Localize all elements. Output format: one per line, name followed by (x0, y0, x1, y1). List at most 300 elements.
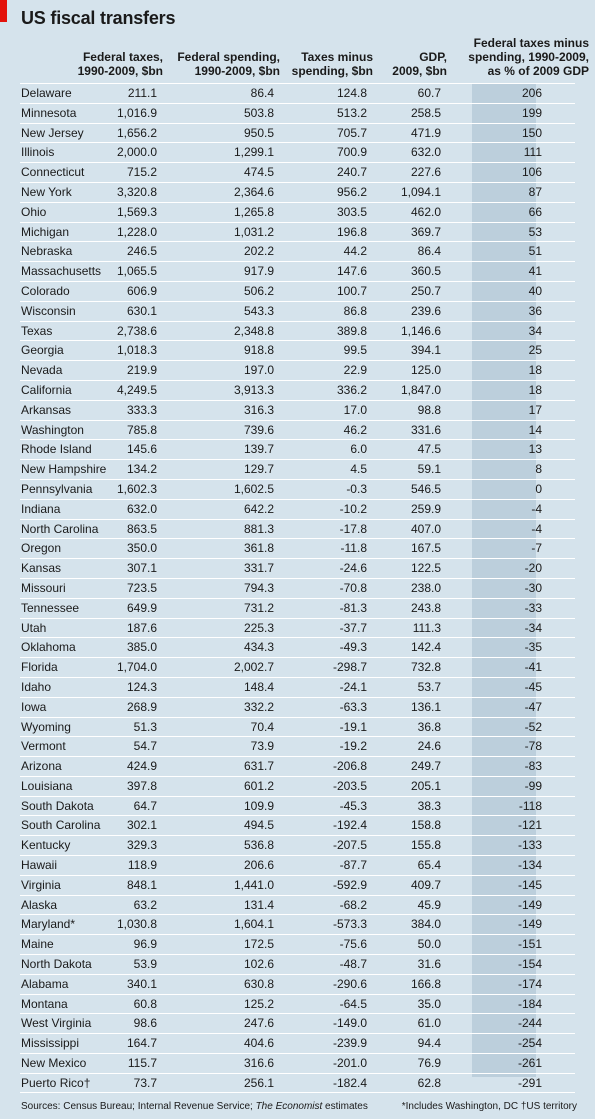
state-name: Virginia (21, 877, 61, 892)
gdp-value: 394.1 (410, 343, 441, 358)
transfer-pct-value: -145 (517, 877, 542, 892)
federal-spending-value: 536.8 (243, 838, 274, 853)
table-row (20, 420, 575, 440)
state-name: Hawaii (21, 858, 58, 873)
taxes-minus-spending-value: -0.3 (346, 481, 367, 496)
taxes-minus-spending-value: 22.9 (343, 363, 367, 378)
transfer-pct-value: -149 (517, 897, 542, 912)
table-row (20, 717, 575, 737)
taxes-minus-spending-value: -11.8 (340, 541, 367, 556)
gdp-value: 250.7 (410, 283, 441, 298)
transfer-pct-value: 0 (535, 481, 542, 496)
federal-taxes-value: 219.9 (126, 363, 157, 378)
gdp-value: 471.9 (410, 125, 441, 140)
table-row (20, 697, 575, 717)
table-row (20, 875, 575, 895)
table-row (20, 241, 575, 261)
transfer-pct-value: -149 (517, 917, 542, 932)
state-name: Louisiana (21, 778, 73, 793)
table-row (20, 182, 575, 202)
state-name: Puerto Rico† (21, 1075, 91, 1090)
taxes-minus-spending-value: 17.0 (343, 402, 367, 417)
federal-taxes-value: 4,249.5 (116, 382, 157, 397)
federal-spending-value: 404.6 (243, 1036, 274, 1051)
gdp-value: 50.0 (417, 937, 441, 952)
taxes-minus-spending-value: 46.2 (343, 422, 367, 437)
federal-spending-value: 139.7 (243, 442, 274, 457)
federal-spending-value: 918.8 (243, 343, 274, 358)
taxes-minus-spending-value: 303.5 (336, 204, 367, 219)
federal-taxes-value: 863.5 (126, 521, 157, 536)
state-name: Iowa (21, 699, 47, 714)
transfer-pct-value: 14 (528, 422, 542, 437)
gdp-value: 36.8 (417, 719, 441, 734)
federal-taxes-value: 1,569.3 (116, 204, 157, 219)
transfer-pct-value: -4 (531, 521, 542, 536)
taxes-minus-spending-value: -75.6 (339, 937, 367, 952)
table-row (20, 103, 575, 123)
federal-taxes-value: 115.7 (127, 1056, 157, 1071)
transfer-pct-value: -244 (517, 1016, 542, 1031)
table-row (20, 657, 575, 677)
state-name: Ohio (21, 204, 47, 219)
federal-taxes-value: 268.9 (126, 699, 157, 714)
taxes-minus-spending-value: -207.5 (332, 838, 367, 853)
federal-taxes-value: 246.5 (126, 244, 157, 259)
state-name: Illinois (21, 145, 55, 160)
table-row (20, 459, 575, 479)
federal-taxes-value: 73.7 (133, 1075, 157, 1090)
federal-taxes-value: 649.9 (126, 600, 157, 615)
table-row (20, 519, 575, 539)
gdp-value: 94.4 (417, 1036, 441, 1051)
table-row (20, 598, 575, 618)
state-name: Idaho (21, 679, 52, 694)
taxes-minus-spending-value: 99.5 (343, 343, 367, 358)
transfer-pct-value: 87 (528, 184, 542, 199)
footnotes: *Includes Washington, DC †US territory (401, 1101, 577, 1112)
gdp-value: 238.0 (410, 580, 441, 595)
federal-spending-value: 642.2 (243, 501, 274, 516)
federal-spending-value: 739.6 (243, 422, 274, 437)
gdp-value: 111.3 (412, 620, 441, 635)
table-row (20, 1013, 575, 1033)
federal-taxes-value: 1,602.3 (116, 481, 157, 496)
taxes-minus-spending-value: -24.6 (339, 561, 367, 576)
gdp-value: 462.0 (410, 204, 441, 219)
table-row (20, 261, 575, 281)
gdp-value: 732.8 (410, 660, 441, 675)
taxes-minus-spending-value: -48.7 (339, 957, 367, 972)
taxes-minus-spending-value: 240.7 (336, 165, 367, 180)
column-headers (0, 36, 595, 82)
federal-spending-value: 2,364.6 (233, 184, 274, 199)
transfer-pct-value: 13 (528, 442, 542, 457)
state-name: Minnesota (21, 105, 77, 120)
federal-taxes-value: 1,018.3 (116, 343, 157, 358)
taxes-minus-spending-value: 86.8 (343, 303, 367, 318)
taxes-minus-spending-value: -192.4 (332, 818, 367, 833)
transfer-pct-value: 17 (528, 402, 542, 417)
state-name: Maryland* (21, 917, 76, 932)
taxes-minus-spending-value: 100.7 (336, 283, 367, 298)
taxes-minus-spending-value: -239.9 (332, 1036, 367, 1051)
state-name: Delaware (21, 86, 72, 100)
taxes-minus-spending-value: 956.2 (336, 184, 367, 199)
gdp-value: 122.5 (410, 561, 441, 576)
table-row (20, 83, 575, 103)
header-federal-taxes: Federal taxes, 1990-2009, $bn (77, 50, 163, 78)
transfer-pct-value: 8 (535, 462, 542, 477)
state-name: Indiana (21, 501, 61, 516)
table-row (20, 281, 575, 301)
table-row (20, 756, 575, 776)
header-taxes-minus-spending: Taxes minus spending, $bn (291, 50, 373, 78)
federal-taxes-value: 134.2 (126, 462, 157, 477)
federal-spending-value: 506.2 (243, 283, 274, 298)
federal-spending-value: 3,913.3 (233, 382, 274, 397)
state-name: New York (21, 184, 72, 199)
taxes-minus-spending-value: 705.7 (336, 125, 367, 140)
transfer-pct-value: 51 (528, 244, 542, 259)
transfer-pct-value: -4 (531, 501, 542, 516)
transfer-pct-value: 150 (521, 125, 542, 140)
table-row (20, 934, 575, 954)
state-name: Alaska (21, 897, 58, 912)
taxes-minus-spending-value: 6.0 (350, 442, 367, 457)
gdp-value: 407.0 (410, 521, 441, 536)
taxes-minus-spending-value: 513.2 (336, 105, 367, 120)
federal-taxes-value: 1,228.0 (116, 224, 157, 239)
state-name: Utah (21, 620, 47, 635)
federal-taxes-value: 164.7 (126, 1036, 157, 1051)
taxes-minus-spending-value: -37.7 (339, 620, 367, 635)
taxes-minus-spending-value: 389.8 (336, 323, 367, 338)
table-row (20, 835, 575, 855)
state-name: New Hampshire (21, 462, 107, 477)
state-name: Tennessee (21, 600, 80, 615)
taxes-minus-spending-value: -298.7 (332, 660, 367, 675)
gdp-value: 227.6 (410, 165, 441, 180)
transfer-pct-value: 106 (521, 165, 542, 180)
federal-spending-value: 1,602.5 (233, 481, 274, 496)
gdp-value: 38.3 (417, 798, 441, 813)
gdp-value: 155.8 (410, 838, 441, 853)
federal-taxes-value: 211.1 (127, 86, 157, 100)
gdp-value: 239.6 (410, 303, 441, 318)
transfer-pct-value: -133 (517, 838, 542, 853)
gdp-value: 369.7 (410, 224, 441, 239)
state-name: Rhode Island (21, 442, 92, 457)
federal-spending-value: 630.8 (243, 976, 274, 991)
transfer-pct-value: -20 (524, 561, 542, 576)
federal-taxes-value: 1,016.9 (116, 105, 157, 120)
table-row (20, 855, 575, 875)
federal-taxes-value: 385.0 (126, 640, 157, 655)
state-name: North Carolina (21, 521, 99, 536)
transfer-pct-value: -30 (524, 580, 542, 595)
table-row (20, 479, 575, 499)
federal-taxes-value: 302.1 (126, 818, 157, 833)
taxes-minus-spending-value: -592.9 (332, 877, 367, 892)
table-row (20, 914, 575, 934)
federal-spending-value: 2,348.8 (233, 323, 274, 338)
table-row (20, 578, 575, 598)
table-row (20, 538, 575, 558)
federal-spending-value: 1,441.0 (233, 877, 274, 892)
transfer-pct-value: 25 (528, 343, 542, 358)
table-row (20, 321, 575, 341)
federal-taxes-value: 723.5 (126, 580, 157, 595)
federal-taxes-value: 64.7 (133, 798, 157, 813)
federal-spending-value: 148.4 (243, 679, 274, 694)
federal-taxes-value: 1,704.0 (116, 660, 157, 675)
gdp-value: 136.1 (410, 699, 441, 714)
taxes-minus-spending-value: -206.8 (332, 759, 367, 774)
federal-taxes-value: 1,656.2 (116, 125, 157, 140)
taxes-minus-spending-value: 336.2 (336, 382, 367, 397)
federal-spending-value: 361.8 (243, 541, 274, 556)
federal-taxes-value: 54.7 (133, 739, 157, 754)
table-row (20, 162, 575, 182)
federal-taxes-value: 51.3 (133, 719, 157, 734)
gdp-value: 35.0 (417, 996, 441, 1011)
state-name: North Dakota (21, 957, 92, 972)
gdp-value: 243.8 (410, 600, 441, 615)
table-row (20, 301, 575, 321)
state-name: Kentucky (21, 838, 71, 853)
state-name: Pennsylvania (21, 481, 93, 496)
transfer-pct-value: -34 (524, 620, 542, 635)
state-name: Michigan (21, 224, 70, 239)
federal-taxes-value: 715.2 (126, 165, 157, 180)
federal-spending-value: 474.5 (243, 165, 274, 180)
transfer-pct-value: 40 (528, 283, 542, 298)
gdp-value: 24.6 (417, 739, 441, 754)
table-row (20, 776, 575, 796)
federal-taxes-value: 53.9 (133, 957, 157, 972)
taxes-minus-spending-value: 147.6 (336, 264, 367, 279)
federal-spending-value: 172.5 (243, 937, 274, 952)
gdp-value: 249.7 (410, 759, 441, 774)
gdp-value: 409.7 (410, 877, 441, 892)
federal-taxes-value: 187.6 (126, 620, 157, 635)
gdp-value: 205.1 (410, 778, 441, 793)
state-name: Massachusetts (21, 264, 102, 279)
federal-taxes-value: 424.9 (126, 759, 157, 774)
federal-spending-value: 543.3 (243, 303, 274, 318)
table-row (20, 796, 575, 816)
transfer-pct-value: 53 (528, 224, 542, 239)
federal-spending-value: 950.5 (243, 125, 274, 140)
state-name: Arizona (21, 759, 62, 774)
federal-spending-value: 247.6 (243, 1016, 274, 1031)
transfer-pct-value: -118 (518, 798, 542, 813)
transfer-pct-value: 111 (523, 145, 542, 160)
federal-spending-value: 1,299.1 (233, 145, 274, 160)
sources-note: Sources: Census Bureau; Internal Revenue Service; The Economist estimates (21, 1101, 368, 1112)
federal-spending-value: 1,265.8 (233, 204, 274, 219)
taxes-minus-spending-value: -201.0 (332, 1056, 367, 1071)
federal-spending-value: 73.9 (250, 739, 274, 754)
transfer-pct-value: 206 (521, 86, 542, 100)
gdp-value: 166.8 (410, 976, 441, 991)
federal-taxes-value: 2,000.0 (116, 145, 157, 160)
federal-taxes-value: 350.0 (126, 541, 157, 556)
federal-spending-value: 131.4 (243, 897, 274, 912)
state-name: Connecticut (21, 165, 85, 180)
table-row (20, 400, 575, 420)
federal-spending-value: 881.3 (243, 521, 274, 536)
chart-title: US fiscal transfers (21, 8, 176, 28)
federal-taxes-value: 785.8 (126, 422, 157, 437)
federal-spending-value: 197.0 (243, 363, 274, 378)
transfer-pct-value: -254 (517, 1036, 542, 1051)
gdp-value: 331.6 (410, 422, 441, 437)
state-name: Nebraska (21, 244, 73, 259)
federal-taxes-value: 3,320.8 (116, 184, 157, 199)
federal-spending-value: 2,002.7 (233, 660, 274, 675)
taxes-minus-spending-value: -17.8 (339, 521, 367, 536)
table-row (20, 340, 575, 360)
table-row (20, 439, 575, 459)
federal-spending-value: 256.1 (243, 1075, 274, 1090)
header-federal-spending: Federal spending, 1990-2009, $bn (177, 50, 280, 78)
table-row (20, 1033, 575, 1053)
transfer-pct-value: -52 (524, 719, 542, 734)
table-row (20, 895, 575, 915)
federal-spending-value: 794.3 (243, 580, 274, 595)
brand-red-tab (0, 0, 7, 22)
gdp-value: 53.7 (417, 679, 441, 694)
transfer-pct-value: -291 (517, 1075, 542, 1090)
gdp-value: 632.0 (410, 145, 441, 160)
gdp-value: 59.1 (417, 462, 441, 477)
federal-spending-value: 331.7 (243, 561, 274, 576)
transfer-pct-value: -151 (517, 937, 542, 952)
transfer-pct-value: -261 (517, 1056, 542, 1071)
transfer-pct-value: 18 (528, 382, 542, 397)
federal-spending-value: 731.2 (243, 600, 274, 615)
transfer-pct-value: 36 (528, 303, 542, 318)
federal-spending-value: 206.6 (243, 858, 274, 873)
federal-taxes-value: 63.2 (133, 897, 157, 912)
state-name: Nevada (21, 363, 63, 378)
transfer-pct-value: -45 (524, 679, 542, 694)
taxes-minus-spending-value: -10.2 (339, 501, 367, 516)
state-name: Maine (21, 937, 54, 952)
federal-taxes-value: 98.6 (133, 1016, 157, 1031)
federal-taxes-value: 96.9 (133, 937, 157, 952)
taxes-minus-spending-value: -573.3 (332, 917, 367, 932)
gdp-value: 60.7 (417, 86, 441, 100)
taxes-minus-spending-value: -149.0 (332, 1016, 367, 1031)
transfer-pct-value: -174 (517, 976, 542, 991)
table-row (20, 123, 575, 143)
state-name: Montana (21, 996, 68, 1011)
taxes-minus-spending-value: 700.9 (336, 145, 367, 160)
federal-taxes-value: 145.6 (126, 442, 157, 457)
federal-spending-value: 316.3 (243, 402, 274, 417)
state-name: Florida (21, 660, 58, 675)
taxes-minus-spending-value: 44.2 (343, 244, 367, 259)
federal-spending-value: 225.3 (243, 620, 274, 635)
taxes-minus-spending-value: -87.7 (339, 858, 367, 873)
transfer-pct-value: 199 (521, 105, 542, 120)
federal-taxes-value: 329.3 (126, 838, 157, 853)
gdp-value: 62.8 (417, 1075, 441, 1090)
state-name: Texas (21, 323, 53, 338)
transfer-pct-value: -134 (517, 858, 542, 873)
transfer-pct-value: -47 (524, 699, 542, 714)
table-row (20, 1073, 575, 1093)
table-row (20, 954, 575, 974)
table-row (20, 815, 575, 835)
taxes-minus-spending-value: 124.8 (336, 86, 367, 100)
state-name: Kansas (21, 561, 62, 576)
transfer-pct-value: 41 (528, 264, 542, 279)
state-name: New Mexico (21, 1056, 87, 1071)
taxes-minus-spending-value: -81.3 (339, 600, 367, 615)
table-row (20, 499, 575, 519)
state-name: Alabama (21, 976, 69, 991)
federal-taxes-value: 307.1 (126, 561, 157, 576)
gdp-value: 45.9 (417, 897, 441, 912)
gdp-value: 259.9 (410, 501, 441, 516)
federal-spending-value: 332.2 (243, 699, 274, 714)
gdp-value: 1,146.6 (400, 323, 441, 338)
federal-taxes-value: 606.9 (126, 283, 157, 298)
table-row (20, 618, 575, 638)
federal-taxes-value: 2,738.6 (116, 323, 157, 338)
transfer-pct-value: -35 (524, 640, 542, 655)
gdp-value: 384.0 (410, 917, 441, 932)
federal-spending-value: 1,604.1 (233, 917, 274, 932)
table-row (20, 974, 575, 994)
gdp-value: 142.4 (410, 640, 441, 655)
header-gdp: GDP, 2009, $bn (392, 50, 447, 78)
table-row (20, 637, 575, 657)
federal-spending-value: 1,031.2 (233, 224, 274, 239)
state-name: South Dakota (21, 798, 94, 813)
state-name: Oklahoma (21, 640, 76, 655)
taxes-minus-spending-value: -63.3 (339, 699, 367, 714)
taxes-minus-spending-value: -49.3 (339, 640, 367, 655)
federal-taxes-value: 340.1 (126, 976, 157, 991)
federal-spending-value: 202.2 (243, 244, 274, 259)
federal-taxes-value: 1,030.8 (116, 917, 157, 932)
table-row (20, 994, 575, 1014)
gdp-value: 125.0 (410, 363, 441, 378)
federal-taxes-value: 397.8 (126, 778, 157, 793)
table-row (20, 142, 575, 162)
federal-taxes-value: 333.3 (126, 402, 157, 417)
federal-spending-value: 503.8 (243, 105, 274, 120)
state-name: Georgia (21, 343, 64, 358)
table-row (20, 736, 575, 756)
transfer-pct-value: -121 (517, 818, 542, 833)
gdp-value: 76.9 (417, 1056, 441, 1071)
gdp-value: 360.5 (410, 264, 441, 279)
taxes-minus-spending-value: -203.5 (332, 778, 367, 793)
gdp-value: 546.5 (410, 481, 441, 496)
table-row (20, 558, 575, 578)
transfer-pct-value: 18 (528, 363, 542, 378)
federal-taxes-value: 848.1 (126, 877, 157, 892)
taxes-minus-spending-value: -19.1 (339, 719, 367, 734)
federal-spending-value: 86.4 (250, 86, 274, 100)
state-name: Arkansas (21, 402, 72, 417)
